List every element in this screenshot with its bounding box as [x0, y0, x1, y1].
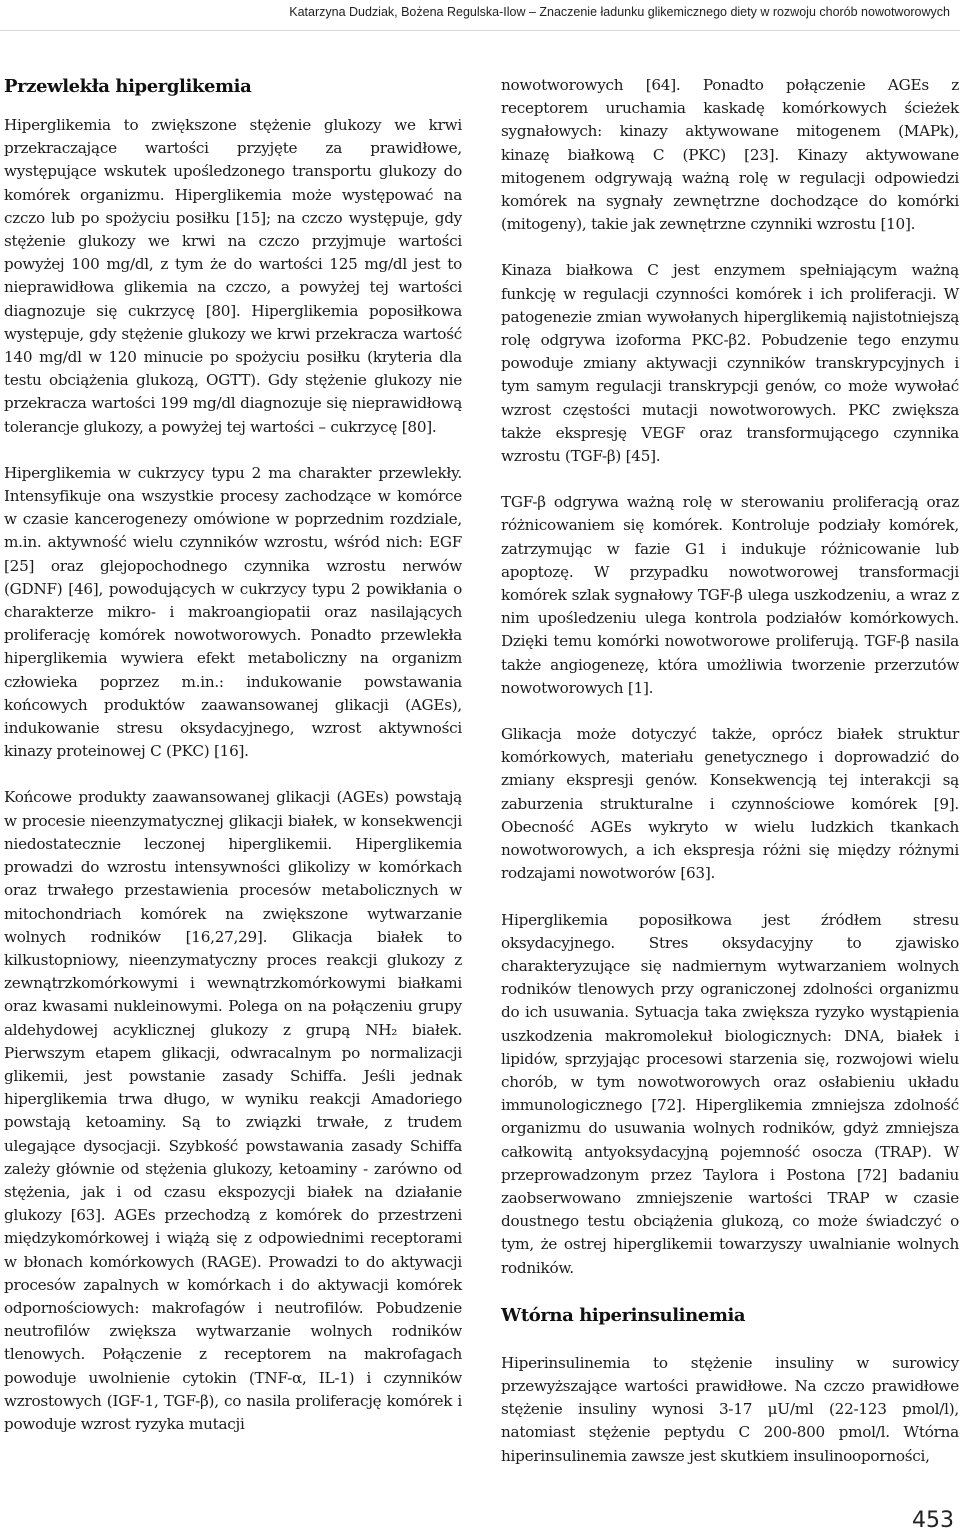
section-heading-chronic-hyperglycemia: Przewlekła hiperglikemia	[4, 76, 252, 97]
section-heading-secondary-hyperinsulinemia: Wtórna hiperinsulinemia	[501, 1304, 746, 1326]
paragraph: Hiperglikemia w cukrzycy typu 2 ma charakter przewlekły. Intensyfikuje ona wszystkie procesy zachodzące w komórce w czasie kancerogenezy omówione w poprzednim rozdziale, m.in. aktywność wielu czynników wzrostu, wśród nich: EGF [25] oraz glejopochodnego czynnika wzrostu nerwów (GDNF) [46], powodujących w cukrzycy typu 2 powikłania o charakterze mikro- i makroangiopatii oraz nasilających proliferację komórek nowotworowych. Ponadto przewlekła hiperglikemia wywiera efekt metaboliczny na organizm człowieka poprzez m.in.: indukowanie powstawania końcowych produktów zaawansowanej glikacji (AGEs), indukowanie stresu oksydacyjnego, wzrost aktywności kinazy proteinowej C (PKC) [16].	[4, 463, 462, 761]
paragraph: TGF-β odgrywa ważną rolę w sterowaniu proliferacją oraz różnicowaniem się komórek. Kontroluje podziały komórek, zatrzymując w fazie G1 i indukuje różnicowanie lub apoptozę. W przypadku nowotworowej transformacji komórek szlak sygnałowy TGF-β ulega uszkodzeniu, a wraz z nim upośledzeniu ulega kontrola podziałów komórkowych. Dzięki temu komórki nowotworowe proliferują. TGF-β nasila także angiogenezę, która umożliwia tworzenie przerzutów nowotworowych [1].	[501, 493, 959, 697]
paragraph: Końcowe produkty zaawansowanej glikacji (AGEs) powstają w procesie nieenzymatycznej glikacji białek, w konsekwencji niedostatecznie leczonej hiperglikemii. Hiperglikemia prowadzi do wzrostu intensywności glikolizy w komórkach oraz trwałego przestawienia procesów metabolicznych w mitochondriach komórek na zwiększone wytwarzanie wolnych rodników [16,27,29]. Glikacja białek to kilkustopniowy, nieenzymatyczny proces reakcji glukozy z zewnątrzkomórkowymi i wewnątrzkomórkowymi białkami oraz kwasami nukleinowymi. Polega on na połączeniu grupy aldehydowej acyklicznej glukozy z grupą NH₂ białek. Pierwszym etapem glikacji, odwracalnym po normalizacji glikemii, jest powstanie zasady Schiffa. Jeśli jednak hiperglikemia trwa długo, w wyniku reakcji Amadoriego powstają ketoaminy. Są to związki trwałe, z trudem ulegające dysocjacji. Szybkość powstawania zasady Schiffa zależy głównie od stężenia glukozy, ketoaminy - zarówno od stężenia, jak i od czasu ekspozycji białek na działanie glukozy [63]. AGEs przechodzą z komórek do przestrzeni międzykomórkowej i wiążą się z odpowiednimi receptorami w błonach komórkowych (RAGE). Prowadzi to do aktywacji procesów zapalnych w komórkach i do aktywacji komórek odpornościowych: makrofagów i neutrofilów. Pobudzenie neutrofilów zwiększa wytwarzanie wolnych rodników tlenowych. Połączenie z receptorem na makrofagach powoduje uwolnienie cytokin (TNF-α, IL-1) i czynników wzrostowych (IGF-1, TGF-β), co nasila proliferację komórek i powoduje wzrost ryzyka mutacji	[4, 788, 462, 1433]
page-number: 453	[912, 1508, 954, 1533]
paragraph: nowotworowych [64]. Ponadto połączenie AGEs z receptorem uruchamia kaskadę komórkowych ścieżek sygnałowych: kinazy aktywowane mitogenem (MAPk), kinazę białkową C (PKC) [23]. Kinazy aktywowane mitogenem odgrywają ważną rolę w regulacji odpowiedzi komórek na sygnały zewnętrzne dochodzące do komórki (mitogeny), takie jak zewnętrzne czynniki wzrostu [10].	[501, 76, 959, 234]
running-header: Katarzyna Dudziak, Bożena Regulska-Ilow – Znaczenie ładunku glikemicznego diety w rozwoju chorób nowotworowych	[289, 5, 950, 19]
header-divider	[0, 30, 960, 31]
paragraph: Hiperinsulinemia to stężenie insuliny w surowicy przewyższające wartości prawidłowe. Na czczo prawidłowe stężenie insuliny wynosi 3-17 μU/ml (22-123 pmol/l), natomiast stężenie peptydu C 200-800 pmol/l. Wtórna hiperinsulinemia zawsze jest skutkiem insulinooporności,	[501, 1353, 959, 1465]
paragraph: Hiperglikemia to zwiększone stężenie glukozy we krwi przekraczające wartości przyjęte za prawidłowe, występujące wskutek upośledzonego transportu glukozy do komórek organizmu. Hiperglikemia może występować na czczo lub po spożyciu posiłku [15]; na czczo występuje, gdy stężenie glukozy we krwi na czczo przyjmuje wartości powyżej 100 mg/dl, z tym że do wartości 125 mg/dl jest to nieprawidłowa glikemia na czczo, a powyżej tej wartości diagnozuje się cukrzycę [80]. Hiperglikemia poposiłkowa występuje, gdy stężenie glukozy we krwi przekracza wartość 140 mg/dl w 120 minucie po spożyciu posiłku (kryteria dla testu obciążenia glukozą, OGTT). Gdy stężenie glukozy nie przekracza wartości 199 mg/dl diagnozuje się nieprawidłową tolerancje glukozy, a powyżej tej wartości – cukrzycę [80].	[4, 116, 462, 436]
right-column	[501, 74, 959, 1468]
left-column	[4, 74, 462, 1436]
paragraph: Kinaza białkowa C jest enzymem spełniającym ważną funkcję w regulacji czynności komórek i ich proliferacji. W patogenezie zmian wywołanych hiperglikemią najistotniejszą rolę odgrywa izoforma PKC-β2. Pobudzenie tego enzymu powoduje zmiany aktywacji czynników transkrypcyjnych i tym samym regulacji transkrypcji genów, co może wywołać wzrost częstości mutacji nowotworowych. PKC zwiększa także ekspresję VEGF oraz transformującego czynnika wzrostu (TGF-β) [45].	[501, 261, 959, 466]
paragraph: Hiperglikemia poposiłkowa jest źródłem stresu oksydacyjnego. Stres oksydacyjny to zjawisko charakteryzujące się nadmiernym wytwarzaniem wolnych rodników tlenowych przy ograniczonej zdolności organizmu do ich usuwania. Sytuacja taka zwiększa ryzyko wystąpienia uszkodzenia makromolekuł biologicznych: DNA, białek i lipidów, sprzyjając procesowi starzenia się, rozwojowi wielu chorób, w tym nowotworowych oraz osłabieniu układu immunologicznego [72]. Hiperglikemia zmniejsza zdolność organizmu do usuwania wolnych rodników, gdyż zmniejsza całkowitą antyoksydacyjną pojemność osocza (TRAP). W przeprowadzonym przez Taylora i Postona [72] badaniu zaobserwowano zmniejszenie wartości TRAP w czasie doustnego testu obciążenia glukozą, co może świadczyć o tym, że ostrej hiperglikemii towarzyszy uwalnianie wolnych rodników.	[501, 910, 959, 1277]
paragraph: Glikacja może dotyczyć także, oprócz białek struktur komórkowych, materiału genetycznego i doprowadzić do zmiany ekspresji genów. Konsekwencją tej interakcji są zaburzenia strukturalne i czynnościowe komórek [9]. Obecność AGEs wykryto w wielu ludzkich tkankach nowotworowych, a ich ekspresja różni się między różnymi rodzajami nowotworów [63].	[501, 725, 959, 883]
